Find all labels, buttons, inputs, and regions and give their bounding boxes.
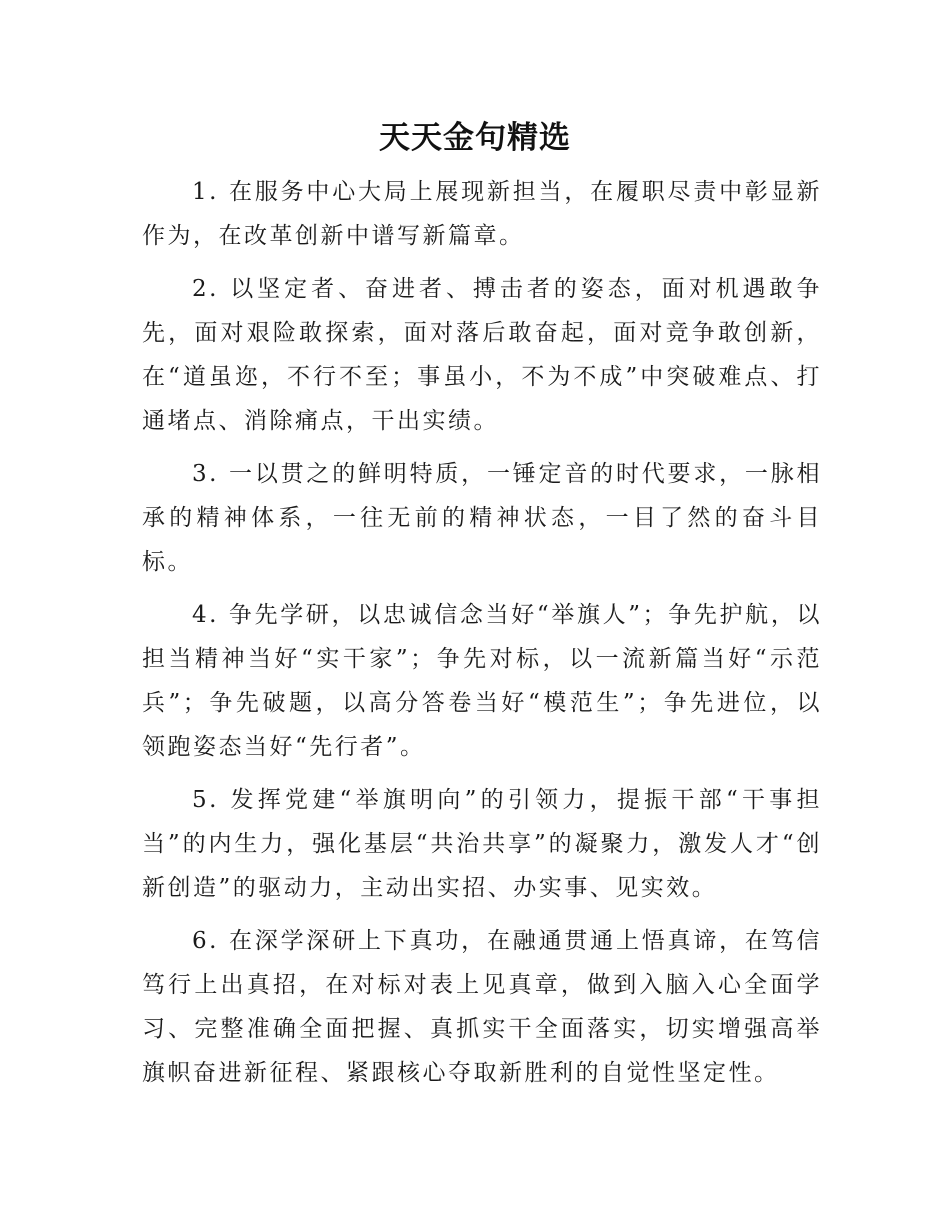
quote-paragraph-6: 6. 在深学深研上下真功，在融通贯通上悟真谛，在笃信笃行上出真招，在对标对表上见真章，做到入脑入心全面学习、完整准确全面把握、真抓实干全面落实，切实增强高举旗帜奋进新征程、紧跟核心夺取新胜利的自觉性坚定性。 bbox=[142, 928, 822, 1086]
quote-paragraph-1: 1. 在服务中心大局上展现新担当，在履职尽责中彰显新作为，在改革创新中谱写新篇章。 bbox=[142, 179, 822, 249]
document-title: 天天金句精选 bbox=[379, 120, 571, 156]
quote-paragraph-2: 2. 以坚定者、奋进者、搏击者的姿态，面对机遇敢争先，面对艰险敢探索，面对落后敢奋起，面对竞争敢创新，在“道虽迩，不行不至；事虽小，不为不成”中突破难点、打通堵点、消除痛点，干出实绩。 bbox=[142, 276, 822, 434]
quote-paragraph-3: 3. 一以贯之的鲜明特质，一锤定音的时代要求，一脉相承的精神体系，一往无前的精神状态，一目了然的奋斗目标。 bbox=[142, 461, 822, 575]
document-body bbox=[142, 170, 822, 1104]
quote-paragraph-5: 5. 发挥党建“举旗明向”的引领力，提振干部“干事担当”的内生力，强化基层“共治共享”的凝聚力，激发人才“创新创造”的驱动力，主动出实招、办实事、见实效。 bbox=[142, 787, 822, 901]
quote-paragraph-4: 4. 争先学研，以忠诚信念当好“举旗人”；争先护航，以担当精神当好“实干家”；争先对标，以一流新篇当好“示范兵”；争先破题，以高分答卷当好“模范生”；争先进位，以领跑姿态当好“先行者”。 bbox=[142, 602, 822, 760]
